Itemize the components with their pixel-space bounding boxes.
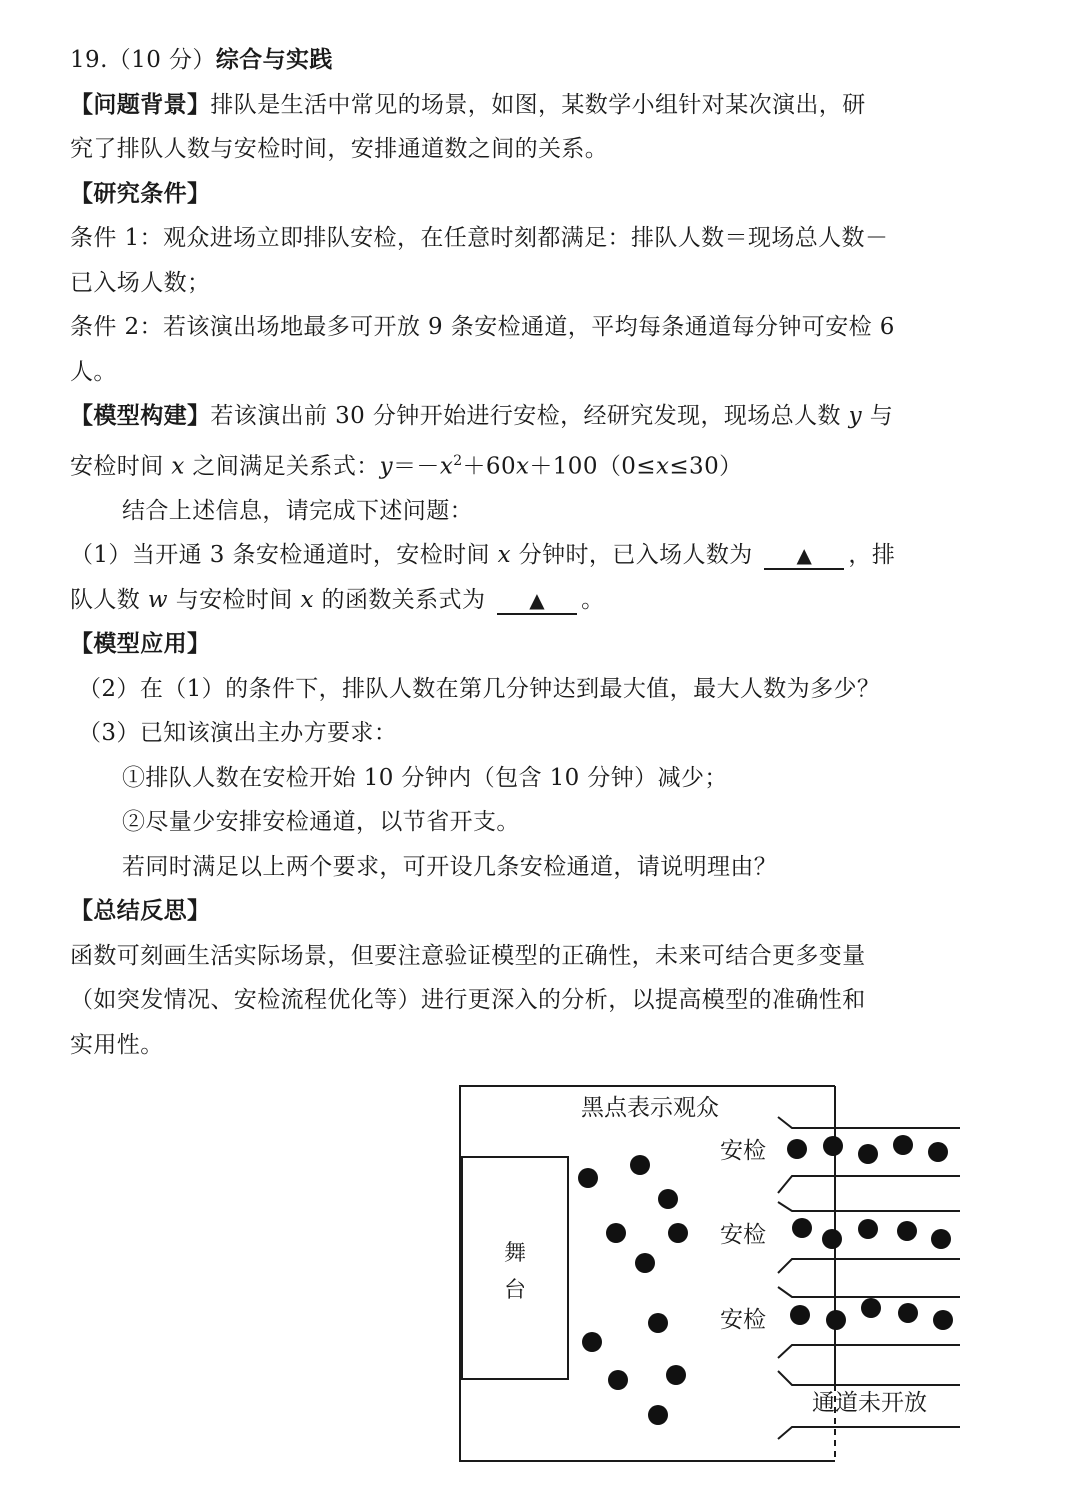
audience-dot xyxy=(893,1135,913,1155)
condition-text: 已入场人数； xyxy=(70,269,211,296)
audience-dot xyxy=(668,1223,688,1243)
question-3-text: （3）已知该演出主办方要求： xyxy=(78,720,398,747)
application-heading: 【模型应用】 xyxy=(70,631,211,658)
audience-dot xyxy=(666,1365,686,1385)
audience-dots-channel-1 xyxy=(787,1135,948,1164)
conditions-heading: 【研究条件】 xyxy=(70,180,211,207)
question-title: 综合与实践 xyxy=(215,47,333,73)
audience-dot xyxy=(606,1223,626,1243)
model-text: 若该演出前 30 分钟开始进行安检，经研究发现，现场总人数 xyxy=(210,403,841,429)
conditions-heading-line xyxy=(70,172,970,217)
triangle-icon: ▲ xyxy=(529,587,545,612)
audience-dot xyxy=(578,1168,598,1188)
security-check-label-3: 安检 xyxy=(720,1307,766,1333)
audience-dots-hall xyxy=(578,1155,688,1425)
variable-x: x xyxy=(300,586,314,613)
question-page xyxy=(70,38,970,1067)
part1-text: 分钟时，已入场人数为 xyxy=(518,542,753,569)
security-check-label-1: 安检 xyxy=(720,1138,766,1164)
condition-2-line-2 xyxy=(70,350,970,395)
audience-dot xyxy=(898,1303,918,1323)
formula-part: ＋100（0≤ xyxy=(529,453,656,480)
audience-dot xyxy=(658,1189,678,1209)
formula-x: x xyxy=(516,453,530,480)
question-header xyxy=(70,38,970,83)
part1-text: 的函数关系式为 xyxy=(321,586,486,613)
audience-dot xyxy=(787,1139,807,1159)
answer-blank-2[interactable] xyxy=(497,587,577,615)
application-heading-line xyxy=(70,622,970,667)
model-prompt: 结合上述信息，请完成下述问题： xyxy=(122,497,473,524)
question-number: 19.（10 分） xyxy=(70,47,216,73)
model-text: 安检时间 xyxy=(70,453,164,480)
audience-dot xyxy=(823,1136,843,1156)
requirement-text: ①排队人数在安检开始 10 分钟内（包含 10 分钟）减少； xyxy=(122,764,728,791)
audience-dot xyxy=(931,1229,951,1249)
summary-text: 函数可刻画生活实际场景，但要注意验证模型的正确性，未来可结合更多变量 xyxy=(70,942,866,969)
variable-x: x xyxy=(497,542,511,569)
answer-blank-1[interactable] xyxy=(764,542,844,570)
variable-x: x xyxy=(171,453,185,480)
part1-text: ，排 xyxy=(848,542,896,569)
background-text: 排队是生活中常见的场景，如图，某数学小组针对某次演出，研 xyxy=(210,91,866,118)
formula-y: y xyxy=(379,453,394,480)
audience-dot xyxy=(861,1298,881,1318)
variable-w: w xyxy=(147,586,169,613)
background-line-1 xyxy=(70,83,970,128)
audience-dots-channel-2 xyxy=(792,1218,951,1249)
model-text: 与 xyxy=(869,403,894,429)
formula-part: ＋60 xyxy=(462,453,516,480)
triangle-icon: ▲ xyxy=(796,543,813,568)
background-line-2 xyxy=(70,127,970,172)
requirement-1 xyxy=(70,756,970,801)
formula-x: x xyxy=(655,453,670,480)
audience-dots-channel-3 xyxy=(790,1298,953,1330)
part1-text: 与安检时间 xyxy=(175,586,293,613)
condition-1-line-2 xyxy=(70,261,970,306)
audience-dot xyxy=(630,1155,650,1175)
model-line-1 xyxy=(70,394,970,439)
question-2-text: （2）在（1）的条件下，排队人数在第几分钟达到最大值，最大人数为多少？ xyxy=(78,675,881,702)
venue-diagram xyxy=(440,1075,980,1475)
audience-dot xyxy=(826,1310,846,1330)
part1-text: 。 xyxy=(581,586,605,613)
condition-1-line-1 xyxy=(70,216,970,261)
stage-label: 台 xyxy=(503,1278,527,1303)
audience-dot xyxy=(608,1370,628,1390)
audience-dot xyxy=(858,1144,878,1164)
summary-line-3 xyxy=(70,1023,970,1068)
audience-dot xyxy=(792,1218,812,1238)
stage xyxy=(462,1157,568,1379)
part1-text: 队人数 xyxy=(70,586,141,613)
background-text: 究了排队人数与安检时间，安排通道数之间的关系。 xyxy=(70,136,609,162)
model-heading: 【模型构建】 xyxy=(70,403,211,429)
formula-x: x xyxy=(439,453,454,480)
audience-dot xyxy=(648,1313,668,1333)
summary-text: 实用性。 xyxy=(70,1031,164,1058)
security-check-label-2: 安检 xyxy=(720,1222,766,1248)
summary-heading-line xyxy=(70,889,970,934)
background-heading: 【问题背景】 xyxy=(70,91,211,118)
audience-dot xyxy=(582,1332,602,1352)
summary-text: （如突发情况、安检流程优化等）进行更深入的分析，以提高模型的准确性和 xyxy=(70,987,866,1014)
model-line-2 xyxy=(70,439,970,489)
model-prompt-line xyxy=(70,489,970,534)
figure-caption: 黑点表示观众 xyxy=(581,1095,719,1121)
formula-part: ≤30） xyxy=(669,453,743,480)
formula-part: ＝－ xyxy=(393,453,440,480)
part1-line-2 xyxy=(70,578,970,623)
audience-dot xyxy=(790,1305,810,1325)
stage-label: 舞 xyxy=(503,1241,527,1266)
condition-text: 条件 1：观众进场立即排队安检，在任意时刻都满足：排队人数＝现场总人数－ xyxy=(70,225,889,251)
question-3 xyxy=(70,711,970,756)
question-2 xyxy=(70,667,970,712)
audience-dot xyxy=(897,1221,917,1241)
question-3-ask-text: 若同时满足以上两个要求，可开设几条安检通道，请说明理由？ xyxy=(122,853,778,880)
summary-line-1 xyxy=(70,934,970,979)
formula-exponent: 2 xyxy=(453,452,463,469)
condition-text: 人。 xyxy=(70,358,117,385)
summary-line-2 xyxy=(70,978,970,1023)
condition-2-line-1 xyxy=(70,305,970,350)
summary-heading: 【总结反思】 xyxy=(70,898,211,925)
audience-dot xyxy=(928,1142,948,1162)
audience-dot xyxy=(822,1229,842,1249)
audience-dot xyxy=(635,1253,655,1273)
audience-dot xyxy=(933,1310,953,1330)
audience-dot xyxy=(858,1219,878,1239)
closed-channel-label: 通道未开放 xyxy=(812,1390,927,1416)
part1-text: （1）当开通 3 条安检通道时，安检时间 xyxy=(70,542,490,569)
audience-dot xyxy=(648,1405,668,1425)
model-text: 之间满足关系式： xyxy=(192,453,380,480)
requirement-text: ②尽量少安排安检通道，以节省开支。 xyxy=(122,809,520,836)
condition-text: 条件 2：若该演出场地最多可开放 9 条安检通道，平均每条通道每分钟可安检 6 xyxy=(70,314,895,340)
requirement-2 xyxy=(70,800,970,845)
question-3-ask xyxy=(70,845,970,890)
variable-y: y xyxy=(848,403,863,429)
part1-line-1 xyxy=(70,533,970,578)
